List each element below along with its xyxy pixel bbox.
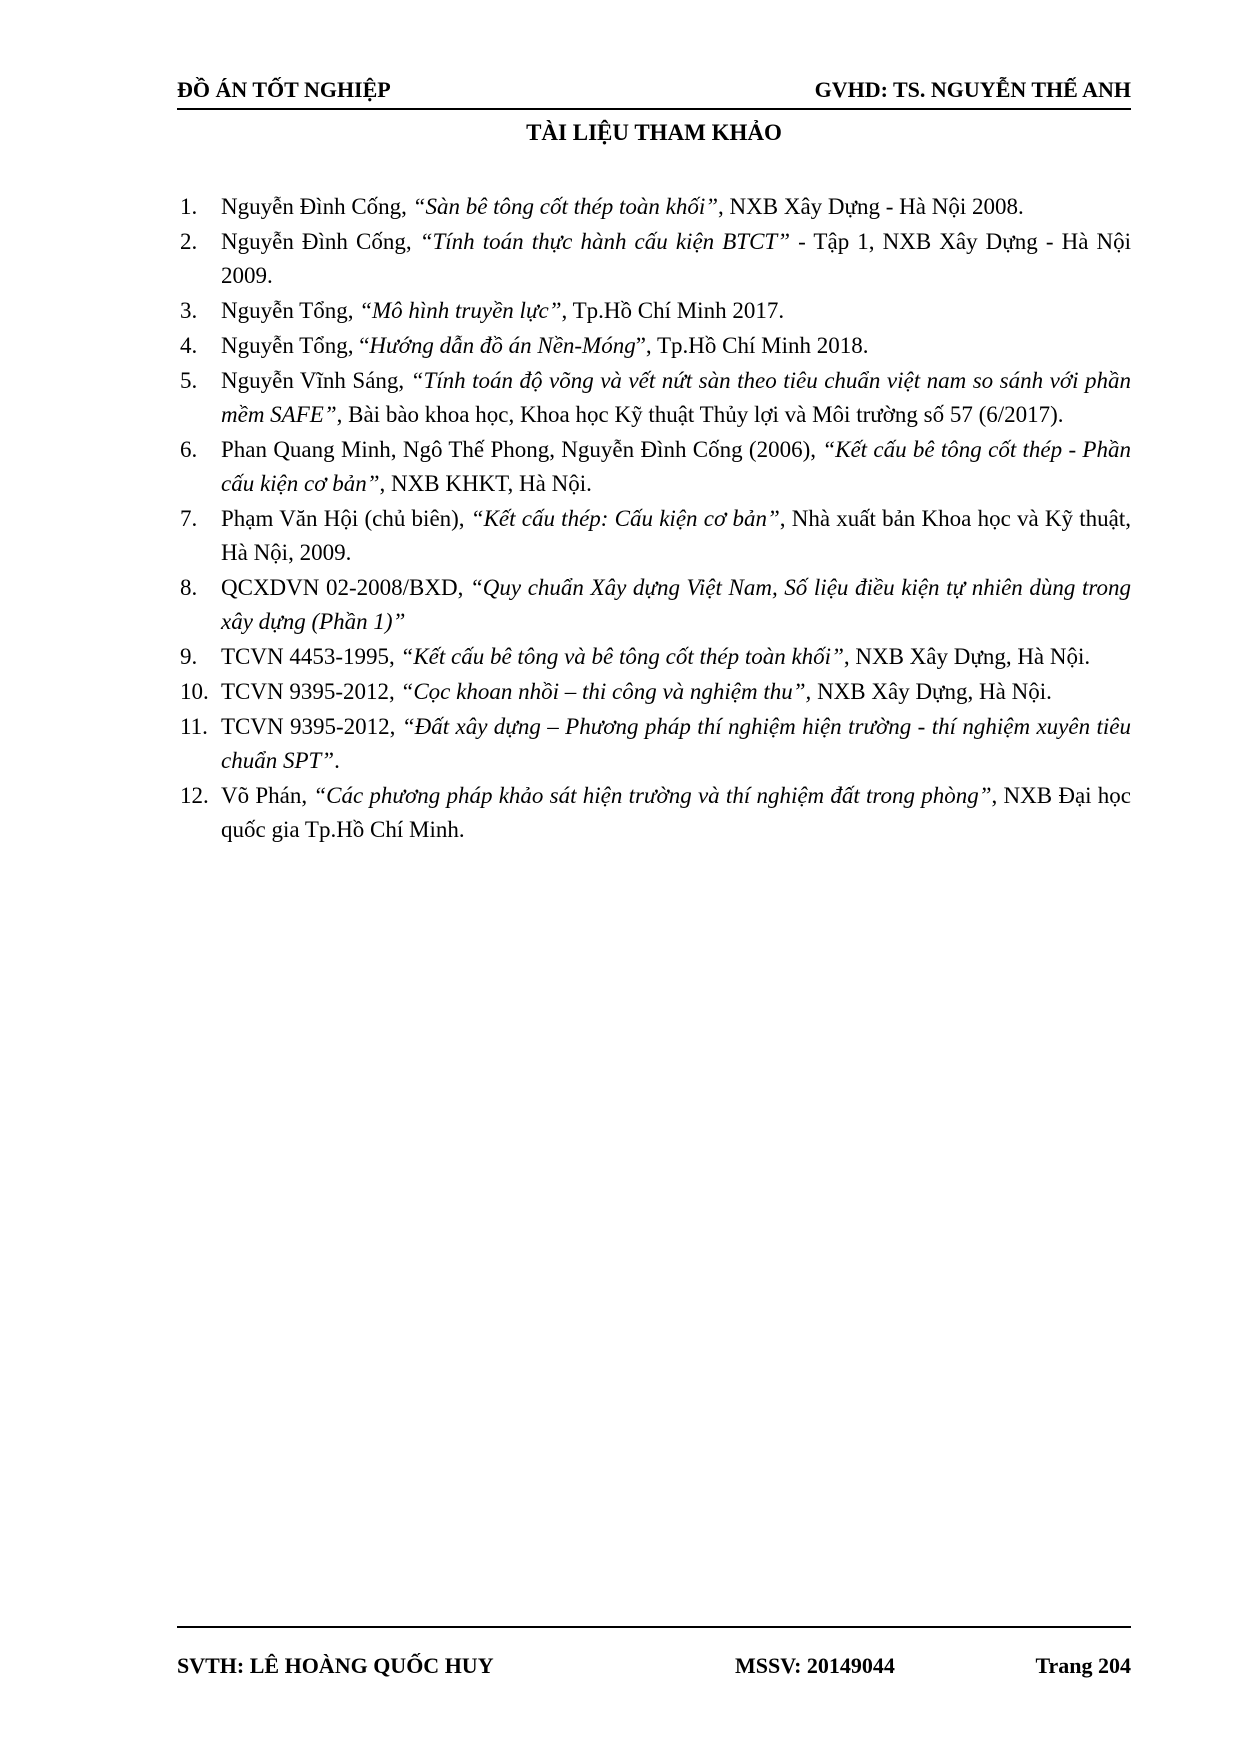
reference-item <box>177 364 1131 432</box>
reference-publisher: ”, Tp.Hồ Chí Minh 2018. <box>635 333 869 358</box>
header-project-title: ĐỒ ÁN TỐT NGHIỆP <box>177 77 391 102</box>
reference-number: 10. <box>180 679 209 704</box>
reference-publisher: - Tập 1, NXB Xây Dựng - Hà Nội 2009. <box>221 229 1131 288</box>
reference-number: 11. <box>180 714 208 739</box>
reference-number: 8. <box>180 575 198 600</box>
reference-number: 9. <box>180 644 198 669</box>
reference-number: 2. <box>180 229 198 254</box>
reference-item <box>177 329 1131 363</box>
reference-title: “Các phương pháp khảo sát hiện trường và thí nghiệm đất trong phòng” <box>313 783 992 808</box>
reference-publisher: , NXB Đại học quốc gia Tp.Hồ Chí Minh. <box>221 783 1131 842</box>
reference-item <box>177 225 1131 293</box>
reference-author: Nguyễn Tổng, <box>221 298 360 323</box>
page-header <box>177 76 1131 110</box>
reference-item <box>177 710 1131 778</box>
reference-publisher: , NXB Xây Dựng, Hà Nội. <box>843 644 1091 669</box>
reference-author: TCVN 9395-2012, <box>221 714 402 739</box>
reference-item <box>177 294 1131 328</box>
reference-title: “Kết cấu bê tông và bê tông cốt thép toàn khối” <box>400 644 844 669</box>
reference-publisher: NXB Xây Dựng, Hà Nội. <box>811 679 1052 704</box>
reference-author: QCXDVN 02-2008/BXD, <box>221 575 470 600</box>
reference-author: Phạm Văn Hội (chủ biên), <box>221 506 471 531</box>
reference-item <box>177 640 1131 674</box>
reference-title: “Quy chuẩn Xây dựng Việt Nam, Số liệu điều kiện tự nhiên dùng trong xây dựng (Phần 1)” <box>221 575 1132 634</box>
page-footer <box>177 1626 1131 1688</box>
reference-author: Nguyễn Tổng, “ <box>221 333 370 358</box>
reference-item <box>177 433 1131 501</box>
reference-number: 7. <box>180 506 198 531</box>
reference-number: 12. <box>180 783 209 808</box>
reference-number: 3. <box>180 298 198 323</box>
reference-title: “Kết cấu thép: Cấu kiện cơ bản” <box>470 506 780 531</box>
reference-author: Nguyễn Đình Cống, <box>221 194 413 219</box>
reference-publisher: , NXB Xây Dựng - Hà Nội 2008. <box>718 194 1024 219</box>
reference-item <box>177 779 1131 847</box>
reference-title: “Mô hình truyền lực” <box>359 298 562 323</box>
reference-number: 6. <box>180 437 198 462</box>
reference-item <box>177 190 1131 224</box>
reference-publisher: , Tp.Hồ Chí Minh 2017. <box>561 298 785 323</box>
reference-title: “Đất xây dựng – Phương pháp thí nghiệm hiện trường - thí nghiệm xuyên tiêu chuẩn SPT” <box>221 714 1131 773</box>
reference-number: 1. <box>180 194 198 219</box>
page-title: TÀI LIỆU THAM KHẢO <box>526 120 782 145</box>
reference-author: Nguyễn Đình Cống, <box>221 229 420 254</box>
reference-title: “Cọc khoan nhồi – thi công và nghiệm thu”, <box>400 679 812 704</box>
reference-publisher: , Bài bào khoa học, Khoa học Kỹ thuật Thủy lợi và Môi trường số 57 (6/2017). <box>336 402 1064 427</box>
reference-item <box>177 675 1131 709</box>
reference-item <box>177 502 1131 570</box>
reference-publisher: , NXB KHKT, Hà Nội. <box>379 471 592 496</box>
reference-author: Nguyễn Vĩnh Sáng, <box>221 368 411 393</box>
reference-list <box>177 190 1131 848</box>
footer-student-id: MSSV: 20149044 <box>735 1653 895 1678</box>
reference-title: “Sàn bê tông cốt thép toàn khối” <box>412 194 719 219</box>
reference-publisher: . <box>334 748 340 773</box>
reference-title: “Tính toán thực hành cấu kiện BTCT” <box>419 229 791 254</box>
footer-page-number: Trang 204 <box>1035 1653 1131 1678</box>
reference-number: 5. <box>180 368 198 393</box>
reference-title: “Tính toán độ võng và vết nứt sàn theo tiêu chuẩn việt nam so sánh với phần mềm SAFE” <box>221 368 1131 427</box>
reference-publisher: , Nhà xuất bản Khoa học và Kỹ thuật, Hà Nội, 2009. <box>221 506 1132 565</box>
header-advisor: GVHD: TS. NGUYỄN THẾ ANH <box>814 77 1131 102</box>
reference-number: 4. <box>180 333 198 358</box>
reference-author: Võ Phán, <box>221 783 314 808</box>
reference-author: TCVN 9395-2012, <box>221 679 401 704</box>
reference-item <box>177 571 1131 639</box>
reference-title: Hướng dẫn đồ án Nền-Móng <box>369 333 636 358</box>
reference-author: Phan Quang Minh, Ngô Thế Phong, Nguyễn Đình Cống (2006), <box>221 437 823 462</box>
reference-title: “Kết cấu bê tông cốt thép - Phần cấu kiện cơ bản” <box>221 437 1131 496</box>
footer-student-name: SVTH: LÊ HOÀNG QUỐC HUY <box>177 1653 494 1678</box>
reference-author: TCVN 4453-1995, <box>221 644 401 669</box>
